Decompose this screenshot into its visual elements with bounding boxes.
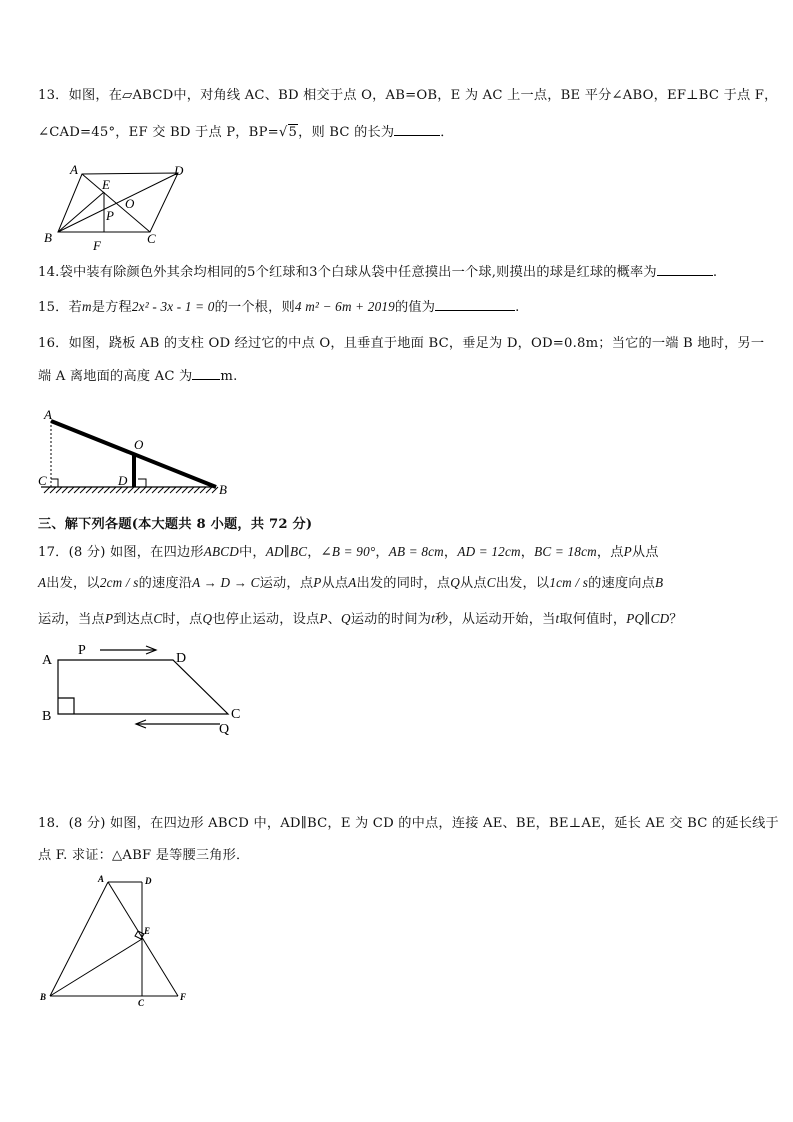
q17-t2: t [555,611,560,626]
q14-answer-blank[interactable] [657,263,713,276]
q17-right-angle-b [58,698,74,714]
q17-t2d: 从点 [321,576,349,591]
hatch-stroke [146,487,152,493]
hatch-stroke [200,487,206,493]
q13-label-b: B [44,230,52,245]
q17-speed1: 2cm / s [99,575,139,590]
q16-label-a: A [44,407,52,422]
q17-t3h: 取何值时， [559,612,627,627]
hatch-stroke [152,487,158,493]
q16-line2 [38,365,238,384]
hatch-stroke [194,487,200,493]
hatch-stroke [98,487,104,493]
q18-line1 [38,812,779,831]
q17-cond4: AD = 12cm [457,544,521,559]
q15-answer-blank[interactable] [435,298,515,311]
q17-cond3: AB = 8cm [388,544,444,559]
q17-t3j: ？ [669,612,683,627]
q18-text1: 18．(8 分) 如图，在四边形 ABCD 中，AD∥BC，E 为 CD 的中点，连接 AE、BE，BE⊥AE，延长 AE 交 BC 的延长线于 [38,816,779,831]
q17-line1: 17．(8 分) 如图，在四边形ABCD中，AD∥BC，∠B = 90°，AB = 8cm，AD = 12cm，BC = 18cm，点P从点 [38,544,659,560]
q17-t2f: 从点 [459,576,487,591]
q16-answer-blank[interactable] [192,367,220,380]
q17-c1: C [486,575,496,590]
q17-trapezoid [58,660,228,714]
hatch-stroke [134,487,140,493]
hatch-stroke [56,487,62,493]
q16-text2a: 端 A 离地面的高度 AC 为 [38,369,193,384]
q17-t3b: 到达点 [113,612,154,627]
q17-a1: A [38,575,47,590]
q16-figure [36,405,236,500]
q15-end: . [515,300,520,315]
q18-figure [38,872,198,1012]
q13-label-d: D [174,163,184,178]
hatch-stroke [50,487,56,493]
q16-line1 [38,332,764,351]
q17-figure [38,640,248,740]
q14-line [38,261,717,280]
q17-t2b: 的速度沿 [138,576,193,591]
q17-pq-cd: PQ∥CD [626,611,670,626]
hatch-stroke [206,487,212,493]
q13-label-o: O [125,196,135,211]
hatch-stroke [182,487,188,493]
q14-text: 14.袋中装有除颜色外其余均相同的5个红球和3个白球从袋中任意摸出一个球,则摸出的球是红球的概率为 [38,265,657,280]
q16-ground-hatch [44,487,218,493]
q17-t1b: 中， [238,545,266,560]
hatch-stroke [104,487,110,493]
q13-text2c: ． [440,125,454,140]
q17-cond2: ∠B = 90° [320,544,376,559]
q15-mid: 是方程 [91,300,132,315]
q17-t3c: 时，点 [162,612,203,627]
q16-label-o: O [134,437,144,452]
q17-p3: P [104,611,114,626]
q17-path: A → D → C [192,575,260,590]
q13-text2b: ，则 BC 的长为 [298,125,395,140]
hatch-stroke [170,487,176,493]
q17-label-c: C [231,707,241,722]
hatch-stroke [62,487,68,493]
q17-cond5: BC = 18cm [534,544,597,559]
q18-text2: 点 F. 求证：△ABF 是等腰三角形． [38,848,250,863]
q17-q3: Q [341,611,351,626]
q17-t1d: 从点 [631,545,659,560]
q16-label-b: B [219,482,227,497]
q17-line2 [38,572,663,591]
q18-label-f: F [180,992,187,1002]
q16-right-angle-c [51,479,58,487]
q17-t3e: 、 [327,612,342,627]
q17-label-b: B [42,709,52,724]
q13-label-e: E [102,177,110,192]
section-3-title [38,513,312,532]
hatch-stroke [128,487,134,493]
q13-segment-be [58,192,104,232]
q17-p4: P [319,611,328,626]
hatch-stroke [158,487,164,493]
hatch-stroke [176,487,182,493]
q15-equation: 2x² - 3x - 1 = 0 [131,299,215,314]
q13-sqrt: 5 [288,125,298,140]
q13-line2: ∠CAD=45°，EF 交 BD 于点 P，BP=√5，则 BC 的长为 ． [38,125,454,140]
q16-right-angle-d [138,479,146,487]
q17-t2e: 出发的同时，点 [356,576,451,591]
q13-text1: 13．如图，在▱ABCD中，对角线 AC、BD 相交于点 O，AB=OB，E 为 AC 上一点，BE 平分∠ABO，EF⊥BC 于点 F， [38,88,778,103]
q15-mid2: 的一个根，则 [214,300,295,315]
q16-text2b: m. [220,369,238,384]
q13-label-f: F [93,238,101,253]
q17-t1c: ，点 [596,545,624,560]
q16-text1: 16．如图，跷板 AB 的支柱 OD 经过它的中点 O，且垂直于地面 BC，垂足为 D，OD=0.8m；当它的一端 B 地时，另一 [38,336,765,351]
hatch-stroke [188,487,194,493]
hatch-stroke [80,487,86,493]
q17-t3d: 也停止运动，设点 [212,612,320,627]
q17-b1: B [655,575,664,590]
q17-t3g: 秒，从运动开始，当 [434,612,556,627]
q15-expression: 4 m² − 6m + 2019 [294,299,395,314]
hatch-stroke [74,487,80,493]
q15-pre: 15．若 [38,300,82,315]
q17-q1: Q [450,575,460,590]
q17-label-a: A [42,653,53,668]
q17-line3 [38,608,683,627]
q17-p1: P [623,544,632,559]
q15-var-m: m [81,299,92,314]
q18-label-a: A [98,874,105,884]
q14-end: . [712,265,718,280]
q16-label-d: D [118,473,128,488]
hatch-stroke [92,487,98,493]
q18-segment-ab [50,882,108,996]
q17-a2: A [348,575,357,590]
q17-t3f: 运动的时间为 [350,612,432,627]
hatch-stroke [86,487,92,493]
q17-c2: C [153,611,163,626]
q17-label-p: P [78,643,86,658]
q17-t1a: 17．(8 分) 如图，在四边形 [38,545,204,560]
q17-p2: P [313,575,322,590]
q17-t2a: 出发，以 [46,576,100,591]
hatch-stroke [140,487,146,493]
q17-t1: t [431,611,435,626]
q17-t2g: 出发，以 [495,576,550,591]
q18-segment-af [108,882,178,996]
q13-diagonal-bd [58,173,178,232]
q17-t2h: 的速度向点 [588,576,656,591]
q18-label-d: D [145,876,152,886]
q18-label-b: B [40,992,47,1002]
q16-label-c: C [38,473,47,488]
q17-cond1: AD∥BC [265,544,308,559]
q13-figure [40,160,200,255]
q17-t2c: 运动，点 [259,576,314,591]
q18-label-c: C [138,998,145,1008]
hatch-stroke [68,487,74,493]
q17-t3a: 运动，当点 [38,612,105,627]
q17-q2: Q [202,611,213,626]
q17-label-q: Q [219,722,230,737]
q13-text2a: ∠CAD=45°，EF 交 BD 于点 P，BP= [38,125,279,140]
q15-line [38,296,520,315]
q13-answer-blank[interactable] [394,123,440,136]
q17-quad: ABCD [203,544,239,559]
section-3-title-text: 三、解下列各题(本大题共 8 小题，共 72 分) [38,517,313,532]
q17-speed2: 1cm / s [549,575,589,590]
hatch-stroke [110,487,116,493]
q17-label-d: D [176,651,187,666]
q13-label-c: C [147,231,156,246]
q18-line2 [38,844,249,863]
q18-label-e: E [144,926,151,936]
q13-label-a: A [70,162,78,177]
q13-label-p: P [106,208,114,223]
q18-segment-be [50,939,142,996]
hatch-stroke [164,487,170,493]
q15-post: 的值为 [394,300,436,315]
q13-line1 [38,84,778,103]
